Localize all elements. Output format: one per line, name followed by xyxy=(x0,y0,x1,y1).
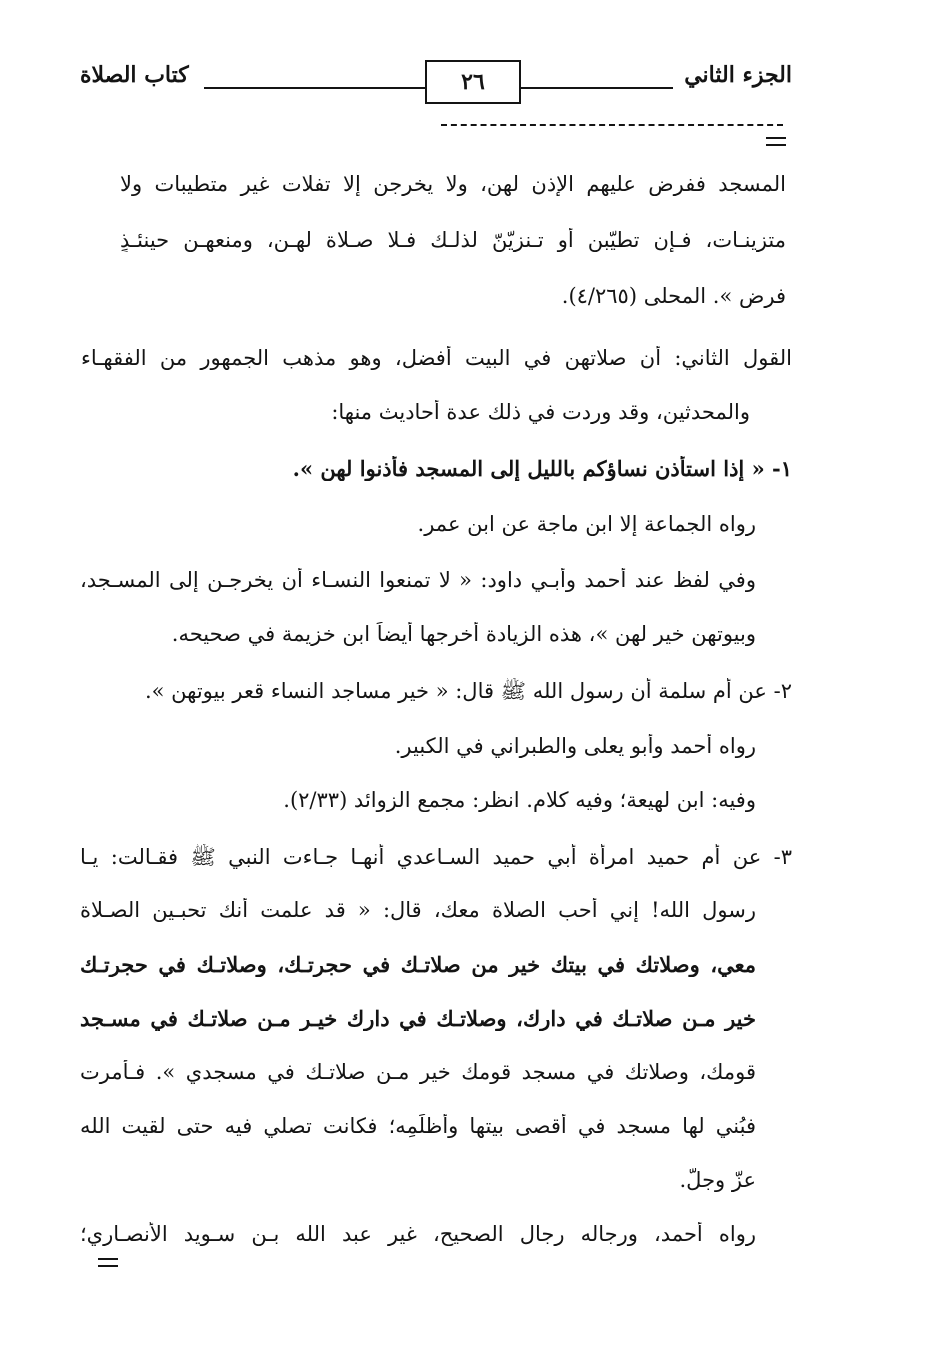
part-title: الجزء الثاني xyxy=(684,62,792,88)
hadith-3-line: فبُني لها مسجد في أقصى بيتها وأظلَمِه؛ فكانت تصلي فيه حتى لقيت الله xyxy=(80,1114,756,1138)
text-line: رواه الجماعة إلا ابن ماجة عن ابن عمر. xyxy=(417,512,756,536)
hadith-1-text: ١- « إذا استأذن نساؤكم بالليل إلى المسجد فأذنوا لهن ». xyxy=(292,456,792,481)
footnote-separator xyxy=(441,124,783,126)
text-line: وبيوتهن خير لهن »، هذه الزيادة أخرجها أيضاً ابن خزيمة في صحيحه. xyxy=(171,622,756,646)
continuation-mark-bottom xyxy=(98,1258,118,1267)
text-line: فرض ». المحلى (٤/٢٦٥). xyxy=(561,284,786,308)
text-line: وفيه: ابن لهيعة؛ وفيه كلام. انظر: مجمع الزوائد (٢/٣٣). xyxy=(283,788,756,812)
hadith-3-line: معي، وصلاتك في بيتك خير من صلاتـك في حجرتـك، وصلاتـك في حجرتـك xyxy=(80,952,756,977)
header-rule-right xyxy=(521,87,673,89)
text-line: القول الثاني: أن صلاتهن في البيت أفضل، وهو مذهب الجمهور من الفقهـاء xyxy=(81,346,792,370)
hadith-3-line: رسول الله! إني أحب الصلاة معك، قال: « قد علمت أنك تحبـين الصـلاة xyxy=(80,898,756,922)
continuation-mark-top xyxy=(766,137,786,146)
hadith-3-line: قومك، وصلاتك في مسجد قومك خير مـن صلاتـك في مسجدي ». فـأمرت xyxy=(80,1060,756,1084)
text-line: متزينـات، فـإن تطيّبن أو تـنزيّنّ لذلـك فـلا صـلاة لهـن، ومنعهـن حينئـذٍ xyxy=(120,228,786,252)
page-number: ٢٦ xyxy=(461,69,485,95)
text-line: رواه أحمد، ورجاله رجال الصحيح، غير عبد الله بـن سـويد الأنصـاري؛ xyxy=(80,1222,756,1246)
running-header xyxy=(80,60,792,120)
hadith-3-line: ٣- عن أم حميد امرأة أبي حميد السـاعدي أنهـا جـاءت النبي ﷺ فقـالت: يـا xyxy=(80,845,792,869)
text-line: المسجد ففرض عليهم الإذن لهن، ولا يخرجن إلا تفلات غير متطيبات ولا xyxy=(120,172,786,196)
page-number-box xyxy=(425,60,521,104)
text-line: وفي لفظ عند أحمد وأبـي داود: « لا تمنعوا النسـاء أن يخرجـن إلى المسـجد، xyxy=(80,568,756,592)
text-line: رواه أحمد وأبو يعلى والطبراني في الكبير. xyxy=(394,734,756,758)
hadith-2-text: ٢- عن أم سلمة أن رسول الله ﷺ قال: « خير مساجد النساء قعر بيوتهن ». xyxy=(144,679,792,703)
header-rule-left xyxy=(204,87,425,89)
hadith-3-line: عزّ وجلّ. xyxy=(679,1168,756,1192)
hadith-3-line: خير مـن صلاتـك في دارك، وصلاتـك في دارك خيـر مـن صلاتـك في مسـجد xyxy=(80,1006,756,1031)
text-line: والمحدثين، وقد وردت في ذلك عدة أحاديث منها: xyxy=(331,400,750,424)
book-title: كتاب الصلاة xyxy=(80,62,189,88)
hadith-2 xyxy=(82,678,792,709)
hadith-1 xyxy=(132,456,792,481)
